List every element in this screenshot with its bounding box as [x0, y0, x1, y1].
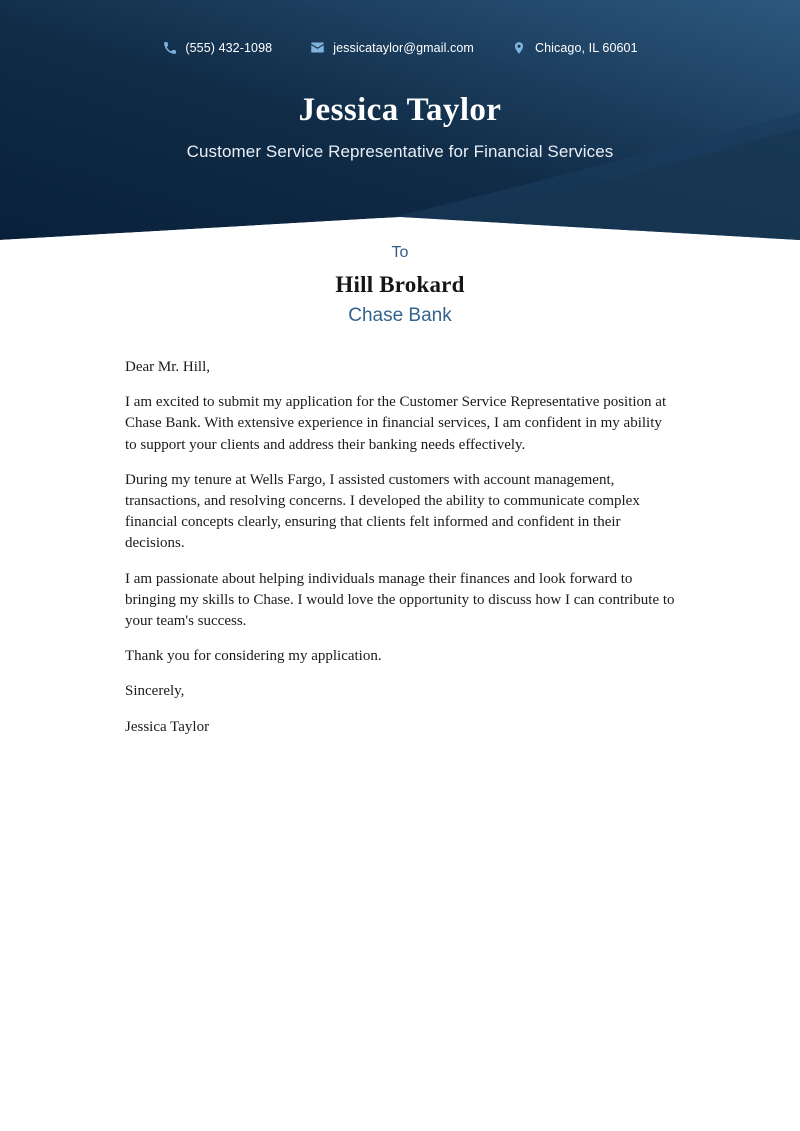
letter-header-banner — [0, 0, 800, 245]
contact-phone-text: (555) 432-1098 — [185, 40, 273, 55]
applicant-name: Jessica Taylor — [298, 92, 502, 128]
contact-phone — [162, 40, 272, 55]
contact-email — [310, 40, 474, 55]
recipient-name: Hill Brokard — [335, 272, 465, 297]
location-pin-icon — [512, 40, 527, 55]
letter-signature: Jessica Taylor — [125, 718, 210, 735]
recipient-block — [0, 243, 800, 327]
contact-info-row — [0, 40, 800, 55]
phone-icon — [162, 40, 177, 55]
contact-email-text: jessicataylor@gmail.com — [333, 40, 474, 55]
letter-paragraph-3: I am passionate about helping individuals manage their finances and look forward to bringing my skills to Chase. I would love the opportunity to discuss how I can contribute to your team's success. — [125, 570, 675, 630]
letter-salutation: Dear Mr. Hill, — [125, 359, 210, 375]
letter-closing: Sincerely, — [125, 683, 185, 700]
recipient-company: Chase Bank — [348, 305, 452, 326]
letter-paragraph-1: I am excited to submit my application for the Customer Service Representative position at Chase Bank. With extensive experience in financial services, I am confident in my ability to support your clients and address their banking needs effectively. — [125, 394, 667, 453]
letter-body — [125, 357, 677, 738]
applicant-job-title: Customer Service Representative for Financial Services — [186, 142, 614, 161]
letter-paragraph-2: During my tenure at Wells Fargo, I assisted customers with account management, transactions, and resolving concerns. I developed the ability to communicate complex financial concepts clearly, ensuring that clients felt informed and confident in their decisions. — [125, 471, 640, 552]
contact-location-text: Chicago, IL 60601 — [534, 40, 638, 55]
recipient-to-label: To — [391, 244, 409, 261]
envelope-icon — [310, 40, 325, 55]
letter-thanks: Thank you for considering my application. — [125, 648, 382, 665]
contact-location — [512, 40, 638, 55]
